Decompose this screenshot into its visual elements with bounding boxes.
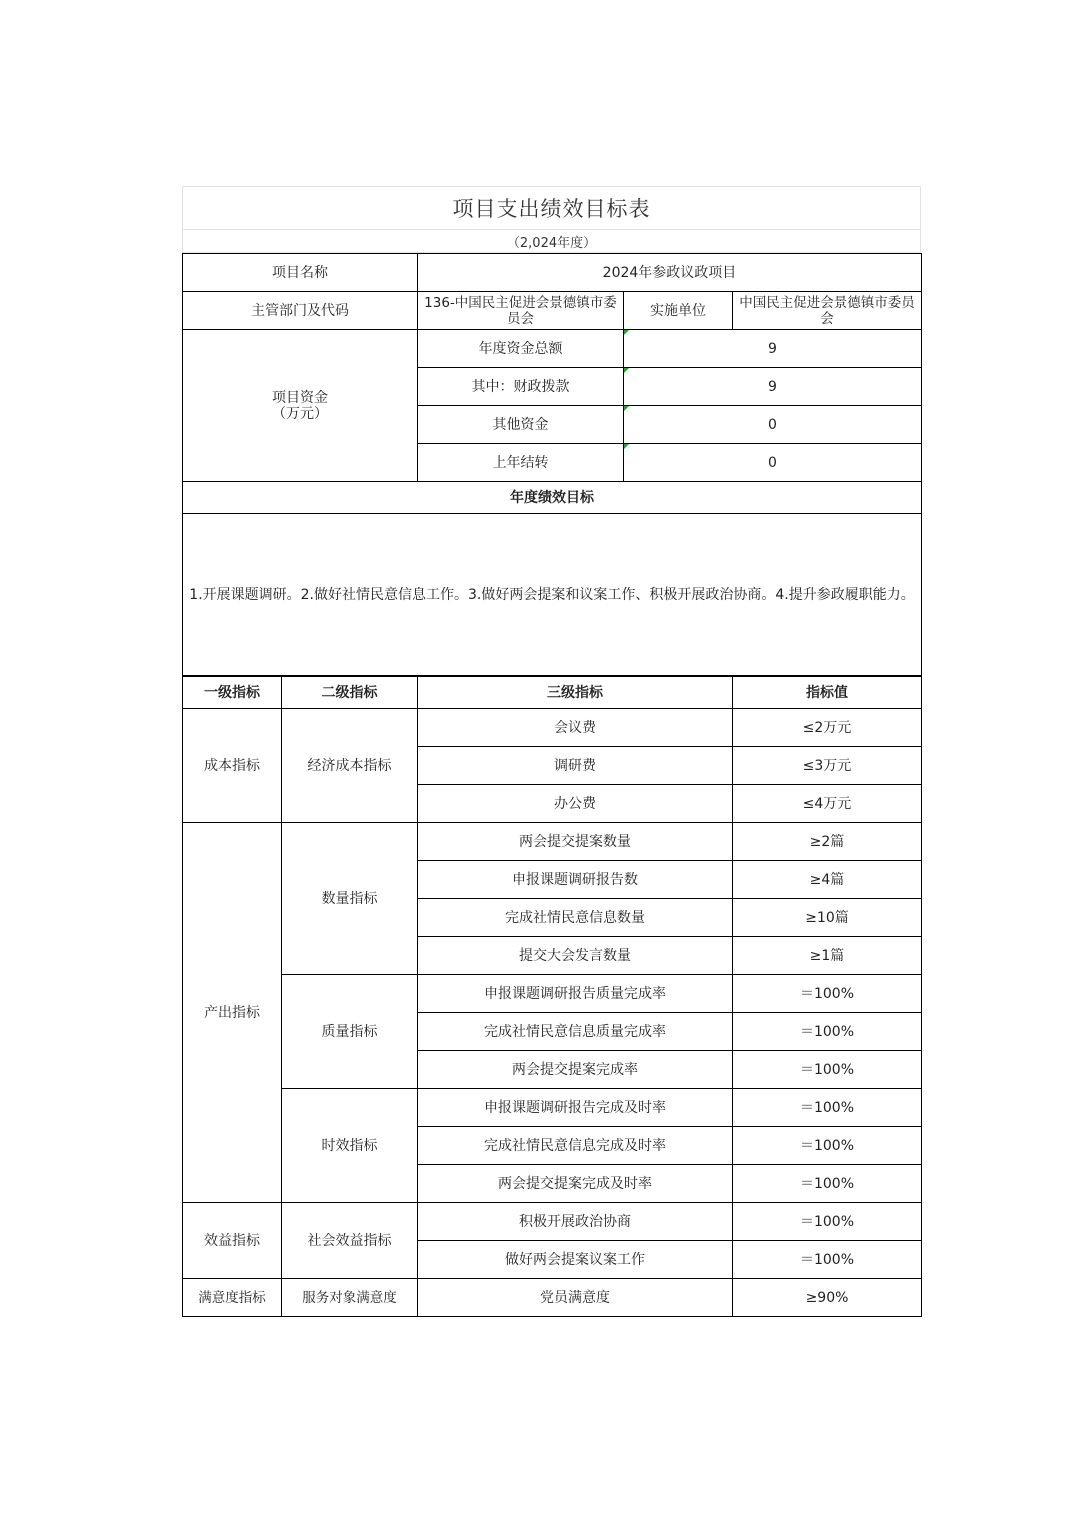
level1-indicator: 成本指标	[183, 709, 282, 823]
department-row	[183, 292, 922, 330]
level3-indicator: 申报课题调研报告质量完成率	[418, 975, 733, 1013]
indicator-table	[182, 676, 922, 1317]
project-name-value: 2024年参政议政项目	[418, 254, 922, 292]
annual-goal-row	[183, 514, 922, 676]
indicator-value: ＝100%	[733, 1203, 922, 1241]
implementing-unit-label: 实施单位	[624, 292, 733, 330]
level1-indicator: 效益指标	[183, 1203, 282, 1279]
level3-indicator: 党员满意度	[418, 1279, 733, 1317]
indicator-value: ≤4万元	[733, 785, 922, 823]
indicator-row	[183, 975, 922, 1013]
fund-row-label: 上年结转	[418, 444, 624, 482]
header-value: 指标值	[733, 677, 922, 709]
department-value: 136-中国民主促进会景德镇市委员会	[418, 292, 624, 330]
indicator-value: ≥1篇	[733, 937, 922, 975]
level3-indicator: 做好两会提案议案工作	[418, 1241, 733, 1279]
annual-goal-text: 1.开展课题调研。2.做好社情民意信息工作。3.做好两会提案和议案工作、积极开展政治协商。4.提升参政履职能力。	[183, 514, 922, 676]
annual-goal-header-row	[183, 482, 922, 514]
level2-indicator: 数量指标	[282, 823, 418, 975]
header-level3: 三级指标	[418, 677, 733, 709]
level3-indicator: 完成社情民意信息完成及时率	[418, 1127, 733, 1165]
level3-indicator: 完成社情民意信息质量完成率	[418, 1013, 733, 1051]
level3-indicator: 办公费	[418, 785, 733, 823]
page-title: 项目支出绩效目标表	[182, 186, 921, 229]
level1-indicator: 满意度指标	[183, 1279, 282, 1317]
level3-indicator: 两会提交提案数量	[418, 823, 733, 861]
indicator-value: ＝100%	[733, 1165, 922, 1203]
indicator-value: ≥10篇	[733, 899, 922, 937]
indicator-value: ＝100%	[733, 975, 922, 1013]
fund-row-value: 9	[624, 330, 922, 368]
indicator-value: ＝100%	[733, 1089, 922, 1127]
level2-indicator: 时效指标	[282, 1089, 418, 1203]
indicator-value: ＝100%	[733, 1013, 922, 1051]
level2-indicator: 社会效益指标	[282, 1203, 418, 1279]
fund-row	[183, 330, 922, 368]
fund-row-value: 0	[624, 406, 922, 444]
indicator-value: ≥4篇	[733, 861, 922, 899]
indicator-value: ≤2万元	[733, 709, 922, 747]
header-level1: 一级指标	[183, 677, 282, 709]
project-info-table	[182, 253, 922, 676]
indicator-body	[183, 677, 922, 1317]
level3-indicator: 提交大会发言数量	[418, 937, 733, 975]
level3-indicator: 两会提交提案完成及时率	[418, 1165, 733, 1203]
level3-indicator: 调研费	[418, 747, 733, 785]
level2-indicator: 质量指标	[282, 975, 418, 1089]
funds-label: 项目资金 （万元）	[183, 330, 418, 482]
fund-row-value: 0	[624, 444, 922, 482]
department-label: 主管部门及代码	[183, 292, 418, 330]
indicator-row	[183, 1089, 922, 1127]
level3-indicator: 申报课题调研报告完成及时率	[418, 1089, 733, 1127]
fund-row-value: 9	[624, 368, 922, 406]
fiscal-year: （2,024年度）	[182, 229, 921, 253]
indicator-row	[183, 709, 922, 747]
level1-indicator: 产出指标	[183, 823, 282, 1203]
level2-indicator: 经济成本指标	[282, 709, 418, 823]
implementing-unit-value: 中国民主促进会景德镇市委员会	[733, 292, 922, 330]
level3-indicator: 完成社情民意信息数量	[418, 899, 733, 937]
indicator-value: ＝100%	[733, 1127, 922, 1165]
fund-row-label: 其中：财政拨款	[418, 368, 624, 406]
indicator-header-row	[183, 677, 922, 709]
fund-row-label: 年度资金总额	[418, 330, 624, 368]
header-level2: 二级指标	[282, 677, 418, 709]
project-name-row	[183, 254, 922, 292]
level3-indicator: 两会提交提案完成率	[418, 1051, 733, 1089]
level2-indicator: 服务对象满意度	[282, 1279, 418, 1317]
indicator-value: ＝100%	[733, 1051, 922, 1089]
level3-indicator: 申报课题调研报告数	[418, 861, 733, 899]
indicator-value: ≤3万元	[733, 747, 922, 785]
indicator-row	[183, 1279, 922, 1317]
performance-target-sheet	[182, 186, 921, 1317]
level3-indicator: 会议费	[418, 709, 733, 747]
project-name-label: 项目名称	[183, 254, 418, 292]
indicator-row	[183, 1203, 922, 1241]
indicator-value: ＝100%	[733, 1241, 922, 1279]
indicator-value: ≥2篇	[733, 823, 922, 861]
annual-goal-header: 年度绩效目标	[183, 482, 922, 514]
level3-indicator: 积极开展政治协商	[418, 1203, 733, 1241]
indicator-row	[183, 823, 922, 861]
fund-row-label: 其他资金	[418, 406, 624, 444]
indicator-value: ≥90%	[733, 1279, 922, 1317]
